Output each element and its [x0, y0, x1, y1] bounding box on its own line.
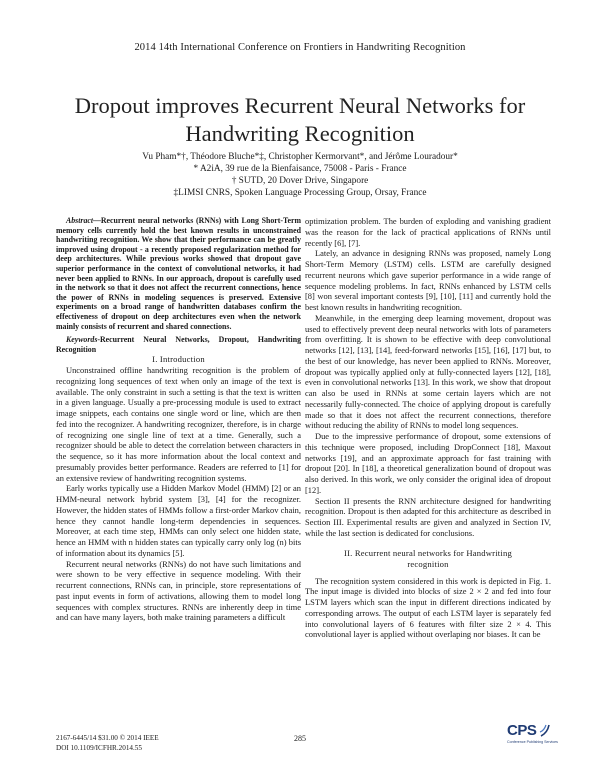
- paragraph: Due to the impressive performance of dropout, some extensions of this technique were proposed, including DropConnect [18], Maxout networks [19], and an approximate approach for fast training with dropout [20]. In [18], a theoretical generalization bound of dropout was also derived. In this work, we only consider the original idea of dropout [12].: [305, 431, 551, 495]
- cps-logo: [507, 722, 558, 750]
- conference-header: 2014 14th International Conference on Frontiers in Handwriting Recognition: [134, 42, 466, 53]
- logo-text: CPS: [507, 722, 537, 739]
- author-names: Vu Pham*†, Théodore Bluche*‡, Christopher Kermorvant*, and Jérôme Louradour*: [142, 152, 458, 162]
- paragraph: Lately, an advance in designing RNNs was proposed, namely Long Short-Term Memory (LSTM) cells. LSTM are carefully designed recurrent neurons which gave superior performance in a wide range of sequence modeling problems. In fact, RNNs enhanced by LSTM cells [8] won several important contests [9], [10], [11] and currently hold the best known results in handwriting recognition.: [305, 248, 551, 312]
- title-line-1: Dropout improves Recurrent Neural Networks for: [74, 93, 526, 118]
- section-heading-introduction: I. Introduction: [152, 354, 205, 365]
- title-line-2: Handwriting Recognition: [185, 121, 415, 146]
- isbn-line: 2167-6445/14 $31.00 © 2014 IEEE: [56, 734, 159, 742]
- logo-mark-icon: [539, 724, 551, 738]
- keywords: [56, 335, 301, 354]
- keywords-label: Keywords: [66, 335, 98, 345]
- affiliation-a2ia: * A2iA, 39 rue de la Bienfaisance, 75008 - Paris - France: [193, 164, 407, 174]
- doi-line: DOI 10.1109/ICFHR.2014.55: [56, 743, 142, 752]
- page-number: 285: [294, 734, 306, 743]
- paragraph: Early works typically use a Hidden Markov Model (HMM) [2] or an HMM-neural network hybrid system [3], [4] for the recognizer. However, the hidden states of HMMs follow a first-order Markov chain, hence they cannot handle long-term dependencies in sequences. Moreover, at each time step, HMMs can only select one hidden state, hence an HMM with n hidden states can typically carry only log (n) bits of information about its dynamics [5].: [56, 483, 301, 558]
- section-heading-line-1: II. Recurrent neural networks for Handwriting: [344, 547, 512, 558]
- right-column: [305, 216, 551, 640]
- logo-subtitle: Conference Publishing Services: [507, 740, 558, 744]
- author-block: [0, 151, 600, 199]
- keywords-text: -Recurrent Neural Networks, Dropout, Handwriting Recognition: [56, 335, 301, 354]
- section-heading-rnn: [305, 548, 551, 570]
- abstract-text: —Recurrent neural networks (RNNs) with Long Short-Term memory cells currently hold the best known results in unconstrained handwriting recognition. We show that their performance can be greatly improved using dropout - a recently proposed regularization method for deep architectures. While previous works showed that dropout gave superior performance in the context of convolutional networks, it had never been applied to RNNs. In our approach, dropout is carefully used in the network so that it does not affect the recurrent connections, hence the power of RNNs in modeling sequences is preserved. Extensive experiments on a broad range of handwritten databases confirm the effectiveness of dropout on deep architectures even when the network mainly consists of recurrent and shared connections.: [56, 216, 301, 331]
- affiliation-sutd: † SUTD, 20 Dover Drive, Singapore: [231, 176, 369, 186]
- affiliation-limsi: ‡LIMSI CNRS, Spoken Language Processing Group, Orsay, France: [173, 188, 427, 198]
- paper-title: [40, 92, 560, 148]
- paragraph: The recognition system considered in this work is depicted in Fig. 1. The input image is divided into blocks of size 2 × 2 and fed into four LSTM layers which scan the input in different directions indicated by corresponding arrows. The output of each LSTM layer is separately fed into convolutional layers of 6 features with filter size 2 × 4. This convolutional layer is applied without overlaping nor biases. It can be: [305, 575, 551, 640]
- left-column: [56, 216, 301, 623]
- paragraph: Unconstrained offline handwriting recognition is the problem of recognizing long sequences of text when only an image of the text is available. The only constraint in such a setting is that the text is written in a given language. Usually a pre-processing module is used to extract image snippets, each contains one single word or line, which are then fed into the recognizer. A handwriting recognizer, therefore, is in charge of recognizing one single line of text at a time. Generally, such a recognizer should be able to detect the correlation between characters in the sequence, so it has more information about the local context and presumably provides better performance. Readers are referred to [1] for an extensive review of handwriting recognition systems.: [56, 365, 301, 483]
- abstract-label: Abstract: [66, 216, 94, 225]
- section-heading-line-2: recognition: [407, 558, 449, 569]
- paragraph: Meanwhile, in the emerging deep learning movement, dropout was used to effectively prevent deep neural networks with lots of parameters from overfitting. It is shown to be effective with deep convolutional networks [12], [13], [14], feed-forward networks [15], [16], [17] but, to the best of our knowledge, has never been applied to RNNs. Moreover, dropout was typically applied only at fully-connected layers [12], [18], even in convolutional networks [13]. In this work, we show that dropout can also be used in RNNs at some certain layers which are not necessarily fully-connected. The choice of applying dropout is carefully made so that it does not affect the recurrent connections, therefore without reducing the ability of RNNs to model long sequences.: [305, 312, 551, 431]
- paragraph: Section II presents the RNN architecture designed for handwriting recognition. Dropout is then adapted for this architecture as described in Section III. Experimental results are given and analyzed in Section IV, while the last section is dedicated for conclusions.: [305, 495, 551, 538]
- paragraph: Recurrent neural networks (RNNs) do not have such limitations and were shown to be very effective in sequence modeling. With their recurrent connections, RNNs can, in principle, store representations of past input events in form of activations, allowing them to model long sequences with complex structures. RNNs are inherently deep in time and can have many layers, both make training parameters a difficult: [56, 558, 301, 623]
- paragraph: optimization problem. The burden of exploding and vanishing gradient was the reason for the lack of practical applications of RNNs until recently [6], [7].: [305, 216, 551, 248]
- abstract: [56, 216, 301, 331]
